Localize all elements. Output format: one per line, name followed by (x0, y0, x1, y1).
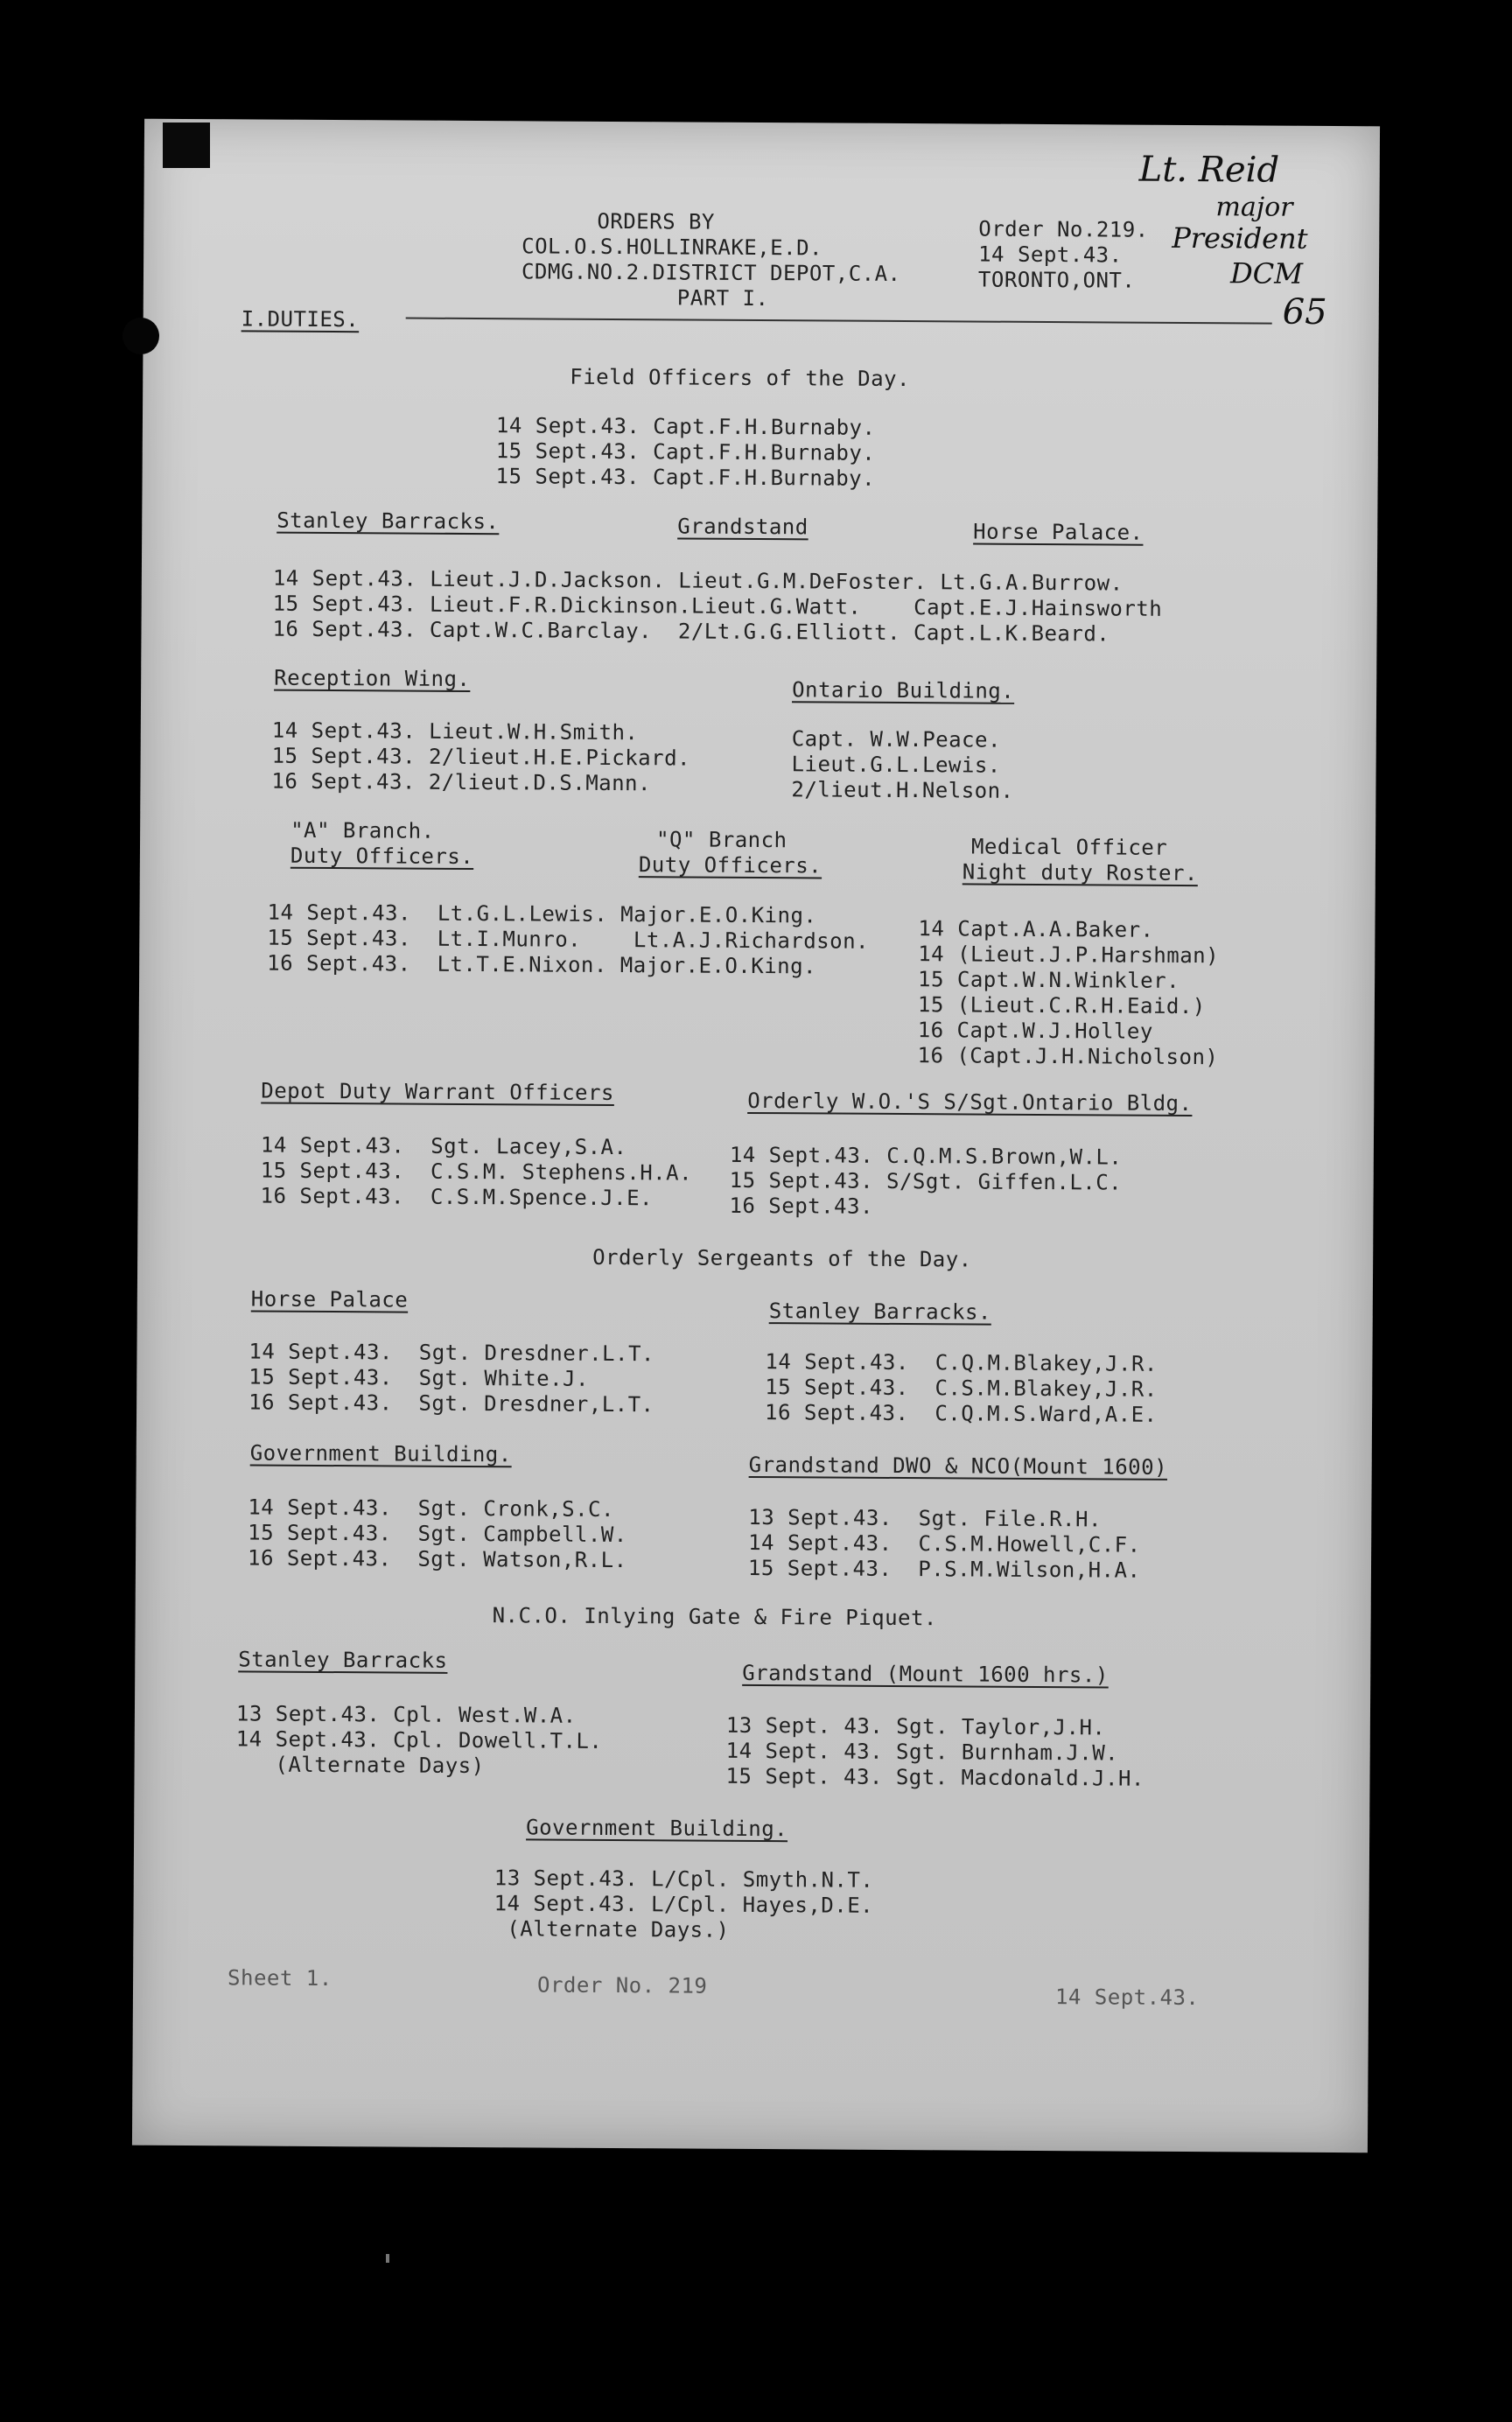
government-sgt-line: 16 Sept.43. Sgt. Watson,R.L. (247, 1545, 627, 1573)
handwritten-role: President (1172, 220, 1308, 256)
handwritten-rank: major (1215, 192, 1293, 223)
branch-line: 16 Sept.43. Lt.T.E.Nixon. Major.E.O.King. (267, 950, 817, 979)
government-final-line: 13 Sept.43. L/Cpl. Smyth.N.T. (494, 1866, 874, 1893)
warrant-line: 14 Sept.43. Sgt. Lacey,S.A. (260, 1132, 627, 1160)
stanley-barracks-sgt-line: 15 Sept.43. C.S.M.Blakey,J.R. (765, 1375, 1158, 1402)
government-building-heading: Government Building. (249, 1440, 512, 1467)
nco-piquet-heading: N.C.O. Inlying Gate & Fire Piquet. (492, 1603, 938, 1631)
a-branch-subheading: Duty Officers. (290, 843, 474, 870)
handwritten-name: Lt. Reid (1138, 149, 1280, 191)
reception-line: 14 Sept.43. Lieut.W.H.Smith. (271, 718, 639, 746)
header-line-1: ORDERS BY (597, 208, 716, 234)
medical-roster-line: 15 (Lieut.C.R.H.Eaid.) (917, 992, 1206, 1019)
header-place: TORONTO,ONT. (977, 267, 1136, 293)
duty-line: 15 Sept.43. Lieut.F.R.Dickinson.Lieut.G.Watt. Capt.E.J.Hainsworth (272, 591, 1163, 621)
header-part: PART I. (676, 285, 769, 312)
government-final-line: (Alternate Days.) (494, 1916, 730, 1942)
grandstand-nco-line: 14 Sept. 43. Sgt. Burnham.J.W. (725, 1738, 1119, 1766)
grandstand-heading: Grandstand (677, 514, 808, 540)
header-rule (406, 318, 1272, 325)
q-branch-heading: "Q" Branch (655, 827, 788, 853)
warrant-line: 16 Sept.43. C.S.M.Spence.J.E. (260, 1183, 654, 1211)
header-line-3: CDMG.NO.2.DISTRICT DEPOT,C.A. (521, 259, 901, 286)
footer-sheet: Sheet 1. (228, 1965, 332, 1992)
field-officer-line: 15 Sept.43. Capt.F.H.Burnaby. (495, 464, 876, 491)
branch-line: 15 Sept.43. Lt.I.Munro. Lt.A.J.Richardson. (267, 925, 870, 954)
field-officers-heading: Field Officers of the Day. (570, 364, 911, 392)
stanley-barracks-nco-line: (Alternate Days) (235, 1752, 485, 1779)
orderly-wo-heading: Orderly W.O.'S S/Sgt.Ontario Bldg. (747, 1088, 1193, 1116)
medical-roster-line: 16 Capt.W.J.Holley (917, 1018, 1153, 1044)
grandstand-nco-line: 15 Sept. 43. Sgt. Macdonald.J.H. (725, 1763, 1144, 1791)
section-title: I.DUTIES. (241, 306, 360, 332)
horse-palace-sgt-line: 16 Sept.43. Sgt. Dresdner,L.T. (248, 1390, 654, 1418)
orderly-wo-line: 15 Sept.43. S/Sgt. Giffen.L.C. (729, 1167, 1123, 1195)
header-line-2: COL.O.S.HOLLINRAKE,E.D. (522, 234, 823, 261)
ontario-building-heading: Ontario Building. (792, 677, 1015, 704)
duty-line: 14 Sept.43. Lieut.J.D.Jackson. Lieut.G.M.DeFoster. Lt.G.A.Burrow. (272, 565, 1124, 596)
orderly-wo-line: 14 Sept.43. C.Q.M.S.Brown,W.L. (729, 1142, 1123, 1170)
reception-wing-heading: Reception Wing. (274, 665, 471, 691)
government-sgt-line: 14 Sept.43. Sgt. Cronk,S.C. (248, 1494, 615, 1522)
stanley-barracks-sgt-heading: Stanley Barracks. (768, 1298, 991, 1325)
reception-line: 16 Sept.43. 2/lieut.D.S.Mann. (271, 768, 652, 796)
duty-line: 16 Sept.43. Capt.W.C.Barclay. 2/Lt.G.G.Elliott. Capt.L.K.Beard. (272, 616, 1110, 647)
government-building-final-heading: Government Building. (526, 1815, 788, 1842)
field-officer-line: 15 Sept.43. Capt.F.H.Burnaby. (495, 438, 876, 466)
a-branch-heading: "A" Branch. (290, 817, 435, 844)
header-date: 14 Sept.43. (978, 242, 1123, 268)
field-officer-line: 14 Sept.43. Capt.F.H.Burnaby. (495, 413, 876, 440)
warrant-line: 15 Sept.43. C.S.M. Stephens.H.A. (260, 1158, 693, 1186)
medical-roster-line: 14 (Lieut.J.P.Harshman) (918, 942, 1220, 969)
handwritten-number: 65 (1282, 291, 1327, 332)
ontario-line: Capt. W.W.Peace. (791, 726, 1002, 752)
binder-tab (163, 122, 210, 168)
medical-officer-heading: Medical Officer (970, 834, 1168, 860)
grandstand-dwo-heading: Grandstand DWO & NCO(Mount 1600) (748, 1452, 1168, 1480)
handwritten-initials: DCM (1229, 256, 1304, 290)
orderly-wo-line: 16 Sept.43. (729, 1193, 874, 1219)
reception-line: 15 Sept.43. 2/lieut.H.E.Pickard. (271, 743, 691, 771)
order-number: Order No.219. (978, 216, 1149, 242)
footer-order: Order No. 219 (536, 1972, 708, 1998)
horse-palace-sgt-line: 14 Sept.43. Sgt. Dresdner.L.T. (248, 1339, 654, 1367)
stanley-barracks-sgt-line: 14 Sept.43. C.Q.M.Blakey,J.R. (765, 1349, 1158, 1376)
branch-line: 14 Sept.43. Lt.G.L.Lewis. Major.E.O.King. (267, 900, 817, 928)
grandstand-dwo-line: 13 Sept.43. Sgt. File.R.H. (748, 1504, 1102, 1532)
q-branch-subheading: Duty Officers. (638, 852, 822, 878)
stray-mark (386, 2254, 389, 2263)
horse-palace-sgt-line: 15 Sept.43. Sgt. White.J. (248, 1364, 590, 1391)
medical-roster-line: 16 (Capt.J.H.Nicholson) (917, 1043, 1219, 1070)
medical-officer-subheading: Night duty Roster. (962, 859, 1199, 886)
stanley-barracks-heading: Stanley Barracks. (276, 508, 500, 535)
orderly-sergeants-heading: Orderly Sergeants of the Day. (592, 1244, 972, 1272)
document-page (132, 119, 1380, 2153)
grandstand-nco-line: 13 Sept. 43. Sgt. Taylor,J.H. (725, 1712, 1106, 1740)
grandstand-nco-heading: Grandstand (Mount 1600 hrs.) (742, 1660, 1109, 1688)
warrant-officers-heading: Depot Duty Warrant Officers (261, 1078, 615, 1106)
government-sgt-line: 15 Sept.43. Sgt. Campbell.W. (248, 1520, 627, 1548)
stanley-barracks-nco-heading: Stanley Barracks (238, 1647, 448, 1673)
punch-hole (122, 318, 159, 354)
medical-roster-line: 14 Capt.A.A.Baker. (918, 916, 1154, 942)
footer-date: 14 Sept.43. (1054, 1984, 1200, 2011)
ontario-line: 2/lieut.H.Nelson. (791, 777, 1014, 803)
stanley-barracks-nco-line: 13 Sept.43. Cpl. West.W.A. (235, 1701, 577, 1728)
grandstand-dwo-line: 14 Sept.43. C.S.M.Howell,C.F. (748, 1530, 1141, 1558)
stanley-barracks-sgt-line: 16 Sept.43. C.Q.M.S.Ward,A.E. (764, 1400, 1158, 1427)
horse-palace-heading: Horse Palace. (973, 519, 1144, 545)
grandstand-dwo-line: 15 Sept.43. P.S.M.Wilson,H.A. (747, 1555, 1141, 1583)
stanley-barracks-nco-line: 14 Sept.43. Cpl. Dowell.T.L. (235, 1726, 603, 1754)
government-final-line: 14 Sept.43. L/Cpl. Hayes,D.E. (494, 1891, 874, 1918)
medical-roster-line: 15 Capt.W.N.Winkler. (918, 967, 1180, 993)
horse-palace-sgt-heading: Horse Palace (250, 1286, 409, 1312)
ontario-line: Lieut.G.L.Lewis. (791, 752, 1001, 778)
